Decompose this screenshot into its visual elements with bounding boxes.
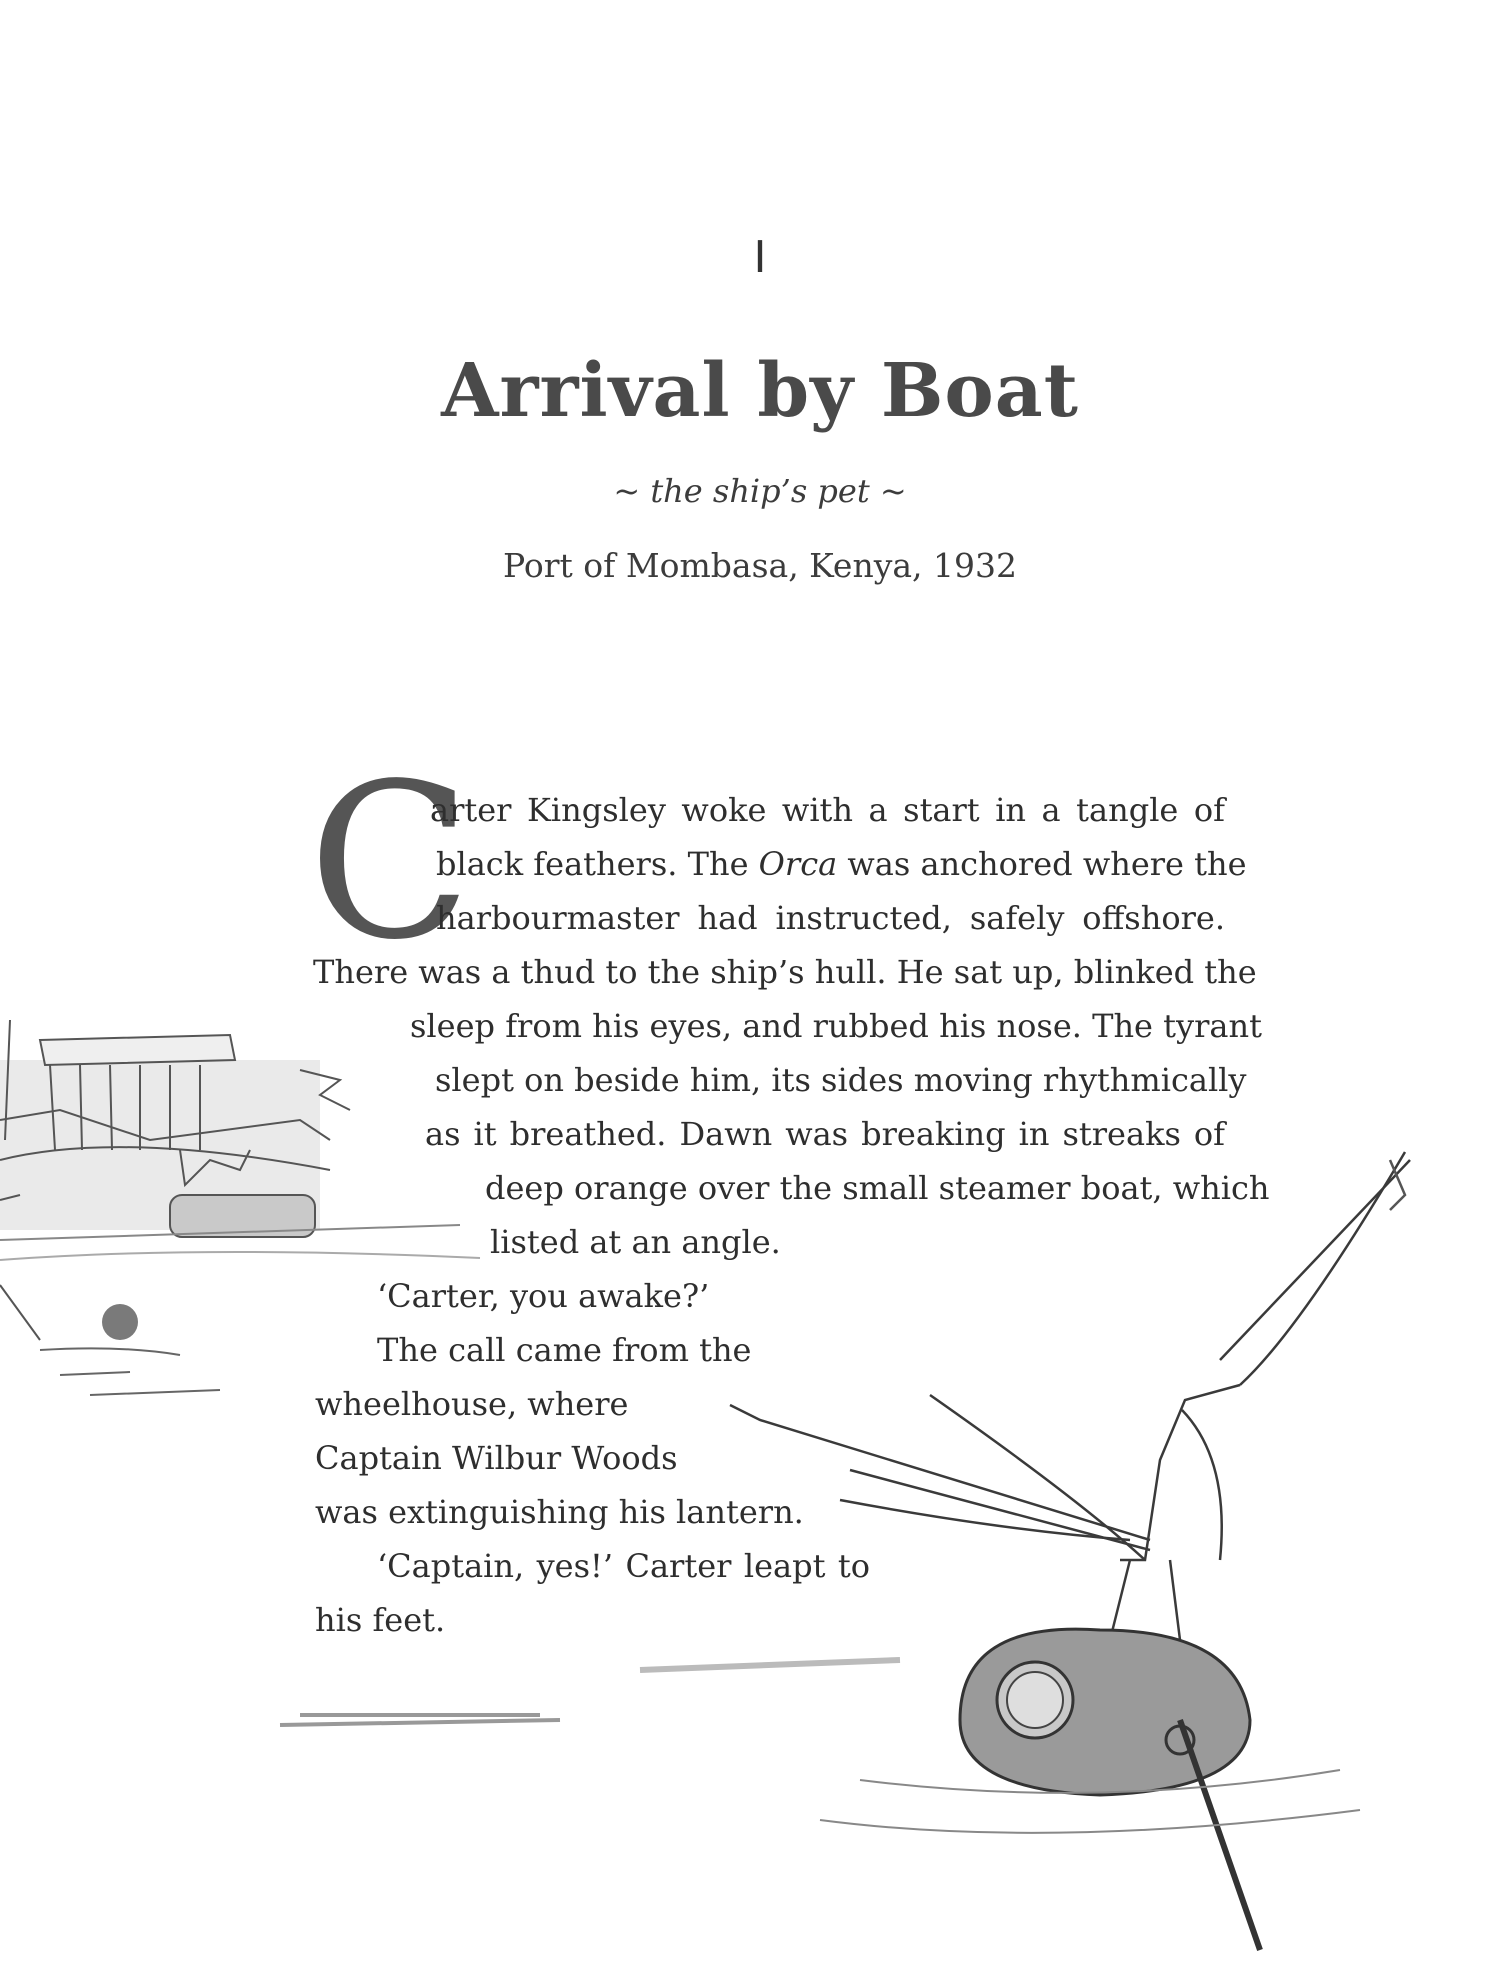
body-line: slept on beside him, its sides moving rhythmically	[435, 1061, 1247, 1099]
chapter-title: Arrival by Boat	[441, 348, 1079, 434]
small-buoy-sketch	[0, 1285, 220, 1395]
body-line: Captain Wilbur Woods	[315, 1439, 678, 1477]
body-line-text: was anchored where the	[837, 845, 1247, 883]
large-buoy-sketch	[280, 1629, 1360, 1950]
body-line: arter Kingsley woke with a start in a tangle of	[430, 791, 1225, 829]
body-line: was extinguishing his lantern.	[315, 1493, 804, 1531]
chapter-subtitle: ~ the ship’s pet ~	[613, 472, 907, 510]
body-line: wheelhouse, where	[315, 1385, 629, 1423]
body-line: deep orange over the small steamer boat, which	[485, 1169, 1270, 1207]
body-line: sleep from his eyes, and rubbed his nose. The tyrant	[410, 1007, 1262, 1045]
body-line: listed at an angle.	[490, 1223, 781, 1261]
body-line: The call came from the	[377, 1331, 752, 1369]
body-line: harbourmaster had instructed, safely offshore.	[436, 899, 1225, 937]
chapter-number: I	[753, 232, 767, 283]
dialogue-line: ‘Carter, you awake?’	[377, 1277, 710, 1315]
body-line-text: black feathers. The	[436, 845, 759, 883]
body-line: as it breathed. Dawn was breaking in streaks of	[425, 1115, 1225, 1153]
body-line: his feet.	[315, 1601, 446, 1639]
harbour-buildings-sketch	[0, 1020, 480, 1260]
chapter-location: Port of Mombasa, Kenya, 1932	[503, 546, 1017, 585]
body-line	[436, 844, 1247, 884]
body-line: There was a thud to the ship’s hull. He sat up, blinked the	[313, 953, 1257, 991]
drop-cap: C	[308, 738, 472, 987]
ship-name: Orca	[758, 845, 838, 883]
dialogue-line: ‘Captain, yes!’ Carter leapt to	[377, 1547, 870, 1585]
